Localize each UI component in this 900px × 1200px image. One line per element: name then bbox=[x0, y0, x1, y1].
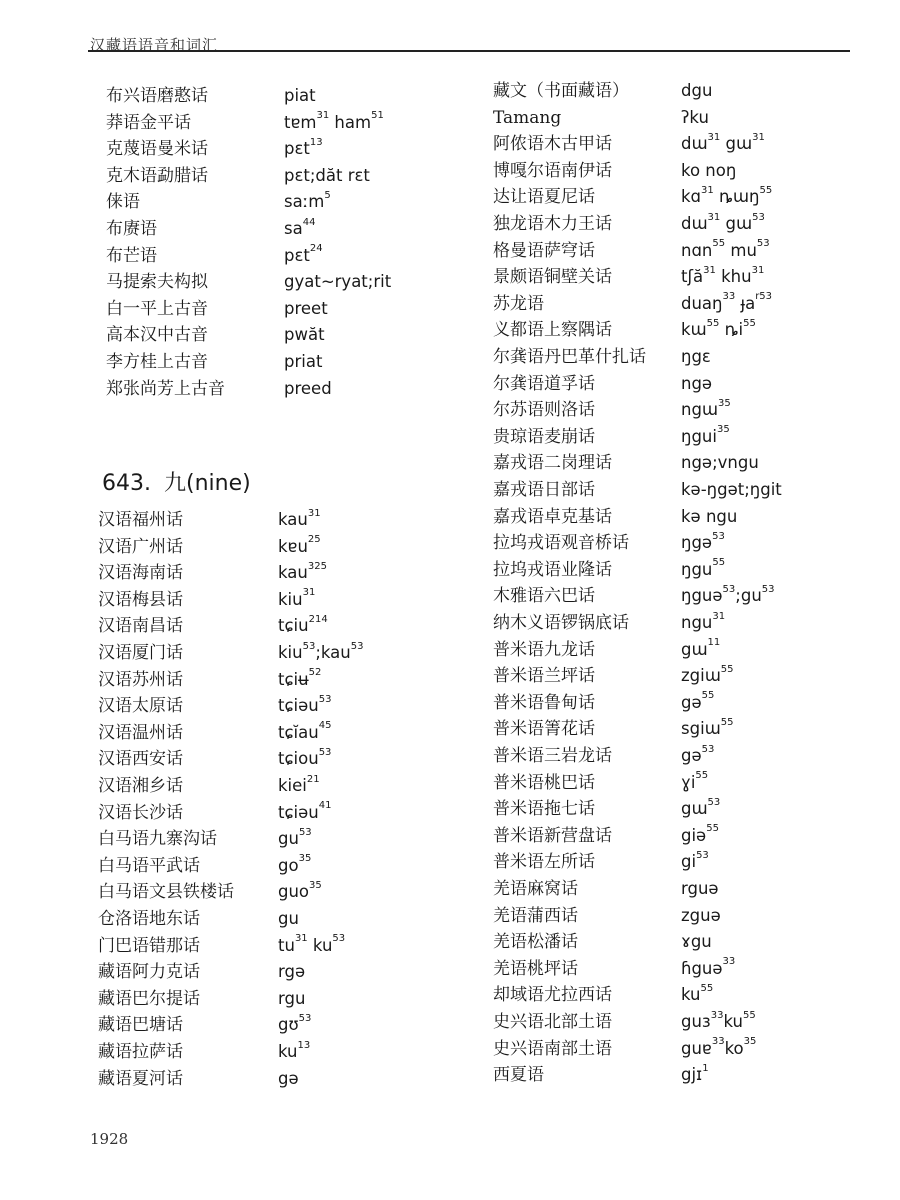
ipa-form: gɯ$^{11}$ bbox=[681, 637, 721, 659]
ipa-form: tɕiʉ$^{52}$ bbox=[278, 667, 322, 689]
language-name: 拉坞戎语业隆话 bbox=[493, 559, 612, 580]
language-name: 莽语金平话 bbox=[106, 112, 191, 133]
ipa-form: gə$^{53}$ bbox=[681, 743, 715, 765]
ipa-form: ngu$^{31}$ bbox=[681, 610, 726, 632]
language-name: 阿侬语木古甲话 bbox=[493, 134, 612, 155]
language-name: 羌语蒲西话 bbox=[493, 905, 578, 926]
ipa-form: kə ngu bbox=[681, 506, 738, 526]
ipa-form: ngə bbox=[681, 373, 713, 393]
language-name: 独龙语木力王话 bbox=[493, 214, 612, 234]
language-name: 嘉戎语二岗理话 bbox=[493, 453, 612, 474]
language-name: 义都语上察隅话 bbox=[493, 320, 612, 341]
language-name: 克蔑语曼米话 bbox=[106, 139, 208, 160]
language-name: 汉语西安话 bbox=[98, 749, 183, 770]
ipa-form: preed bbox=[284, 378, 332, 398]
ipa-form: gə$^{55}$ bbox=[681, 690, 715, 712]
language-name: 尔苏语则洛话 bbox=[493, 400, 595, 421]
ipa-form: gɯ$^{53}$ bbox=[681, 796, 721, 819]
language-name: 尔龚语丹巴革什扎话 bbox=[493, 347, 646, 367]
ipa-form: dgu bbox=[681, 81, 713, 100]
language-name: 普米语拖七话 bbox=[493, 799, 595, 820]
ipa-form: ŋgə$^{53}$ bbox=[681, 530, 725, 553]
ipa-form: $guɜ^{33}ku^{55}$ bbox=[681, 1009, 756, 1031]
language-name: 郑张尚芳上古音 bbox=[106, 378, 225, 399]
language-name: 史兴语南部土语 bbox=[493, 1038, 612, 1059]
language-name: 白马语九寨沟话 bbox=[98, 829, 217, 850]
language-name: 普米语左所话 bbox=[493, 852, 595, 873]
ipa-form: rgu bbox=[278, 988, 306, 1008]
language-name: 普米语九龙话 bbox=[493, 639, 595, 660]
language-name: 汉语福州话 bbox=[98, 510, 183, 530]
ipa-form: $ku^{55}$ bbox=[681, 982, 714, 1005]
ipa-form: $sa^{44}$ bbox=[284, 216, 316, 238]
ipa-form: zgiɯ$^{55}$ bbox=[681, 663, 734, 686]
ipa-form: ŋgu$^{55}$ bbox=[681, 557, 726, 579]
language-name: 羌语松潘话 bbox=[493, 932, 578, 953]
section-title: 九(nine) bbox=[163, 471, 251, 496]
ipa-form: rguə bbox=[681, 879, 719, 898]
ipa-form: ŋgɛ bbox=[681, 347, 711, 366]
language-name: 却域语尤拉西话 bbox=[493, 985, 612, 1006]
language-name: 克木语勐腊话 bbox=[106, 165, 208, 186]
language-name: 汉语南昌话 bbox=[98, 616, 183, 637]
language-name: 白马语平武话 bbox=[98, 855, 200, 876]
language-name: 藏语夏河话 bbox=[98, 1068, 183, 1089]
ipa-form: gə bbox=[278, 1068, 299, 1088]
language-name: 嘉戎语卓克基话 bbox=[493, 506, 612, 527]
ipa-form: piat bbox=[284, 86, 316, 105]
language-name: 汉语海南话 bbox=[98, 563, 183, 584]
ipa-form: tɕiou$^{53}$ bbox=[278, 746, 332, 769]
ipa-form: gu bbox=[278, 909, 299, 928]
ipa-form: saːm$^5$ bbox=[284, 189, 331, 212]
ipa-form: tɐm$^{31}$ ham$^{51}$ bbox=[284, 110, 384, 132]
ipa-form: ko noŋ bbox=[681, 160, 737, 180]
language-name: 白马语文县铁楼话 bbox=[98, 882, 234, 903]
language-name: 汉语湘乡话 bbox=[98, 776, 183, 796]
ipa-form: zguə bbox=[681, 905, 721, 925]
language-name: 汉语梅县话 bbox=[98, 589, 183, 610]
language-name: 羌语麻窝话 bbox=[493, 879, 578, 899]
ipa-form: dɯ$^{31}$ gɯ$^{53}$ bbox=[681, 211, 765, 233]
language-name: 普米语桃巴话 bbox=[493, 772, 595, 793]
ipa-form: ngə;vngu bbox=[681, 453, 759, 473]
language-name: 普米语鲁甸话 bbox=[493, 692, 595, 713]
language-name: 普米语兰坪话 bbox=[493, 666, 595, 687]
ipa-form: kɯ$^{55}$ $ȵi^{55}$ bbox=[681, 317, 756, 340]
ipa-form: pɛt$^{24}$ bbox=[284, 243, 323, 265]
language-name: 博嘎尔语南伊话 bbox=[493, 160, 612, 181]
language-name: 汉语太原话 bbox=[98, 696, 183, 717]
section-number: 643. bbox=[102, 471, 151, 496]
language-name: 李方桂上古音 bbox=[106, 352, 208, 372]
ipa-form: giə$^{55}$ bbox=[681, 823, 719, 845]
ipa-form: $gu^{53}$ bbox=[278, 826, 312, 849]
header-rule bbox=[88, 50, 850, 52]
language-name: 木雅语六巴话 bbox=[493, 586, 595, 607]
language-name: 藏语巴尔提话 bbox=[98, 988, 200, 1009]
ipa-form: ɣi$^{55}$ bbox=[681, 770, 709, 792]
ipa-form: $guɐ^{33}ko^{35}$ bbox=[681, 1036, 757, 1058]
ipa-form: $tu^{31}$ $ku^{53}$ bbox=[278, 933, 346, 955]
language-name: 汉语长沙话 bbox=[98, 802, 183, 823]
running-head: 汉藏语语音和词汇 bbox=[90, 36, 219, 54]
ipa-form: kɐu$^{25}$ bbox=[278, 534, 321, 556]
ipa-form: pwăt bbox=[284, 325, 325, 345]
language-name: Tamang bbox=[493, 107, 562, 128]
language-name: 藏语阿力克话 bbox=[98, 962, 200, 983]
ipa-form: priat bbox=[284, 352, 323, 371]
ipa-form: preet bbox=[284, 298, 328, 318]
language-name: 达让语夏尼话 bbox=[493, 187, 595, 208]
language-name: 汉语温州话 bbox=[98, 722, 183, 743]
ipa-form: $gi^{53}$ bbox=[681, 849, 709, 872]
language-name: 门巴语错那话 bbox=[98, 935, 200, 956]
ipa-form: gyat~ryat;rit bbox=[284, 272, 392, 292]
language-name: 普米语三岩龙话 bbox=[493, 746, 612, 766]
language-name: 藏文（书面藏语） bbox=[493, 81, 629, 101]
ipa-form: $go^{35}$ bbox=[278, 853, 312, 875]
ipa-form: $ŋguə^{53};gu^{53}$ bbox=[681, 583, 775, 606]
language-name: 俫语 bbox=[106, 192, 140, 213]
ipa-form: tɕiu$^{214}$ bbox=[278, 613, 328, 636]
language-name: 嘉戎语日部话 bbox=[493, 480, 595, 500]
ipa-form: kiu$^{31}$ bbox=[278, 587, 316, 609]
language-name: 拉坞戎语观音桥话 bbox=[493, 533, 629, 554]
language-name: 仓洛语地东话 bbox=[98, 909, 200, 929]
language-name: 布兴语磨憨话 bbox=[106, 86, 208, 106]
ipa-form: dɯ$^{31}$ gɯ$^{31}$ bbox=[681, 131, 765, 154]
language-name: 西夏语 bbox=[493, 1065, 544, 1086]
ipa-form: gʊ$^{53}$ bbox=[278, 1012, 312, 1035]
page-number: 1928 bbox=[90, 1130, 129, 1148]
ipa-form: ɤgu bbox=[681, 932, 712, 952]
ipa-form: tɕiəu$^{53}$ bbox=[278, 693, 332, 716]
ipa-form: tʃă$^{31}$ khu$^{31}$ bbox=[681, 264, 765, 287]
language-name: 普米语新营盘话 bbox=[493, 825, 612, 846]
ipa-form: kiu$^{53}$;kau$^{53}$ bbox=[278, 640, 364, 662]
language-name: 高本汉中古音 bbox=[106, 325, 208, 346]
ipa-form: pɛt$^{13}$ bbox=[284, 136, 323, 159]
ipa-form: tɕiəu$^{41}$ bbox=[278, 800, 332, 822]
ipa-form: $ku^{13}$ bbox=[278, 1039, 311, 1061]
language-name: 藏语巴塘话 bbox=[98, 1015, 183, 1036]
ipa-form: tɕĭau$^{45}$ bbox=[278, 720, 332, 742]
ipa-form: guo$^{35}$ bbox=[278, 879, 322, 902]
language-name: 格曼语萨穹话 bbox=[493, 240, 595, 261]
ipa-form: ʔku bbox=[681, 107, 709, 127]
language-name: 布赓语 bbox=[106, 219, 157, 239]
ipa-form: kau$^{325}$ bbox=[278, 560, 327, 583]
language-name: 藏语拉萨话 bbox=[98, 1042, 183, 1062]
ipa-form: kɑ$^{31}$ ȵɯŋ$^{55}$ bbox=[681, 184, 773, 207]
language-name: 布芒语 bbox=[106, 245, 157, 266]
section-heading bbox=[102, 466, 251, 497]
ipa-form: duaŋ$^{33}$ ɟa$^{r53}$ bbox=[681, 291, 773, 313]
ipa-form: ŋgui$^{35}$ bbox=[681, 424, 730, 446]
language-name: 贵琼语麦崩话 bbox=[493, 426, 595, 447]
ipa-form: kə-ŋgət;ŋgit bbox=[681, 480, 782, 499]
ipa-form: kau$^{31}$ bbox=[278, 507, 321, 529]
language-name: 苏龙语 bbox=[493, 293, 544, 314]
ipa-form: ɦguə$^{33}$ bbox=[681, 956, 736, 978]
language-name: 尔龚语道孚话 bbox=[493, 373, 595, 394]
language-name: 羌语桃坪话 bbox=[493, 958, 578, 979]
language-name: 普米语箐花话 bbox=[493, 719, 595, 740]
ipa-form: nɑn$^{55}$ $mu^{53}$ bbox=[681, 238, 770, 260]
language-name: 史兴语北部土语 bbox=[493, 1012, 612, 1032]
language-name: 纳木义语锣锅底话 bbox=[493, 613, 629, 633]
language-name: 汉语广州话 bbox=[98, 536, 183, 557]
ipa-form: gjɪ$^1$ bbox=[681, 1062, 709, 1085]
language-name: 马提索夫构拟 bbox=[106, 272, 208, 293]
ipa-form: rgə bbox=[278, 962, 306, 982]
language-name: 景颇语铜壁关话 bbox=[493, 267, 612, 288]
ipa-form: pɛt;dăt rɛt bbox=[284, 165, 370, 185]
language-name: 汉语厦门话 bbox=[98, 643, 183, 663]
language-name: 汉语苏州话 bbox=[98, 669, 183, 690]
ipa-form: ngɯ$^{35}$ bbox=[681, 397, 731, 420]
ipa-form: sgiɯ$^{55}$ bbox=[681, 716, 734, 739]
ipa-form: kiei$^{21}$ bbox=[278, 773, 320, 795]
language-name: 白一平上古音 bbox=[106, 298, 208, 319]
